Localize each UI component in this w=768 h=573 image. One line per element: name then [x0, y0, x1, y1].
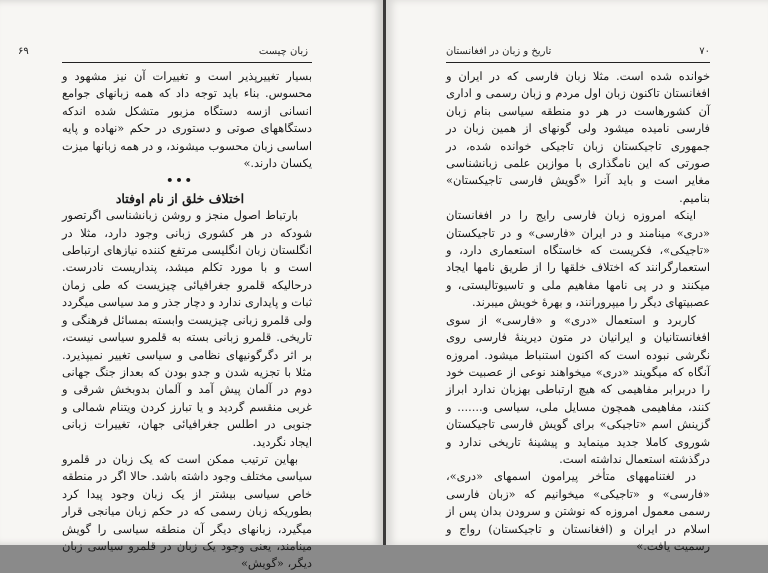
paragraph: اینکه امروزه زبان فارسی رایج را در افغانستان «دری» مینامند و در ایران «فارسی» و در تاجیکستان «تاجیکی»، فکریست که خاستگاه استعماری دارد، و استعمارگرانند که اختلاف خلقها را از طریق نامها ایجاد میکنند و در پی نامها مفاهیم ملی و تاسیوتالیستی، و عصبیتهای دیگر را میپرورانند، و بهرهٔ خویش میبرند. [446, 208, 710, 310]
paragraph: بهاین ترتیب ممکن است که یک زبان در قلمرو سیاسی مختلف وجود داشته باشد. حالا اگر در منطقه خاص سیاسی بیشتر از یک زبان وجود پیدا کرد بطوریکه زبان رسمی که در حکم زبان میانجی قرار میگیرد، زبانهای دیگر آن منطقه سیاسی را گویش مینامند، یعنی وجود یک زبان در قلمرو سیاسی زبان دیگر، «گویش» [62, 451, 312, 571]
running-title: زبان چیست [258, 46, 308, 57]
header-rule [62, 62, 312, 63]
page-number: ۷۰ [699, 46, 710, 57]
header-rule [446, 62, 710, 63]
paragraph: خوانده شده است. مثلا زبان فارسی که در ایران و افغانستان تاکنون زبان اول مردم و زبان رسمی و اداری آن کشورهاست در هر دو منطقه سیاسی بنام زبان فارسی نامیده میشود ولی گونهای از همین زبان در جمهوری تاجیکستان زبان تاجیکی خوانده شده، در صورتی که این نامگذاری با موازین علمی زبانشناسی مغایر است و باید آنرا «گویش فارسی تاجیکستان» بنامیم. [446, 69, 710, 205]
right-page-body [446, 68, 710, 555]
section-separator: ••• [166, 173, 194, 188]
paragraph: در لغتنامههای متأخر پیرامون اسمهای «دری»، «فارسی» و «تاجیکی» میخوانیم که «زبان فارسی رسمی معمول امروزه که نوشتن و سرودن بدان پس از اسلام در ایران و (افغانستان و تاجیکستان) رواج و رسمیت یافت.» [446, 469, 710, 553]
left-page [0, 0, 384, 571]
section-heading: اختلاف خلق از نام اوفتاد [115, 190, 245, 206]
paragraph: بارتباط اصول منجز و روشن زبانشناسی اگرتصور شودکه در هر کشوری زبانی وجود دارد، مثلا در انگلستان زبان انگلیسی مرتفع کننده نیازهای ارتباطی است و با مورد تکلم میشد، پنداریست نادرست. درحالیکه قلمرو جغرافیائی چیزیست که طی زمان ثبات و پایداری ندارد و دچار جذر و مد سیاسی میگردد ولی قلمرو زبانی چیزیست وابسته بمسائل فرهنگی و تاریخی. قلمرو زبانی بسته به قلمرو سیاسی نیست، بر اثر دگرگونیهای نظامی و سیاسی تغییر نمیپذیرد. مثلا با تجزیه شدن و جدو بودن که بعداز جنگ جهانی دوم در آلمان پیش آمد و آلمان بدوبخش شرقی و غربی منقسم گردید و یا تبارز کردن ویتنام شمالی و جنوبی در اطلس جغرافیائی جهان، تغییرات زبانی ایجاد نگردید. [62, 208, 312, 449]
paragraph: کاربرد و استعمال «دری» و «فارسی» از سوی افغانستانیان و ایرانیان در متون دیرینهٔ فارسی روی نگرشی نبوده است که اکنون استنباط میشود. امروزه آنگاه که میگویند «دری» میخواهند نوعی از عصبیت خود را دربرابر مفاهیمی که هیچ ارتباطی بهزبان ندارد ابراز کنند، مفاهیمی همچون مسایل ملی، سیاسی و....... و گزینش اسم «تاجیکی» برای گویش فارسی تاجیکستان شوروی کاملا جدید مینماید و پیشینهٔ تاریخی ندارد و درگذشته استعمال نداشته است. [446, 312, 710, 466]
left-page-body [62, 68, 312, 573]
right-page [386, 0, 768, 553]
running-title: تاریخ و زبان در افغانستان [446, 46, 552, 57]
page-number: ۶۹ [18, 46, 29, 57]
paragraph: بسیار تغییرپذیر است و تغییرات آن نیز مشهود و محسوس. بناء باید توجه داد که همه زبانهای جوامع انسانی ازسه دستگاه مزبور متشکل شده اندکه دستگاههای صوتی و دستوری در حکم «نهاده و پایه اساسی زبان محسوب میشوند، و در همه زبانها میزت یکسان دارند.» [62, 69, 312, 171]
